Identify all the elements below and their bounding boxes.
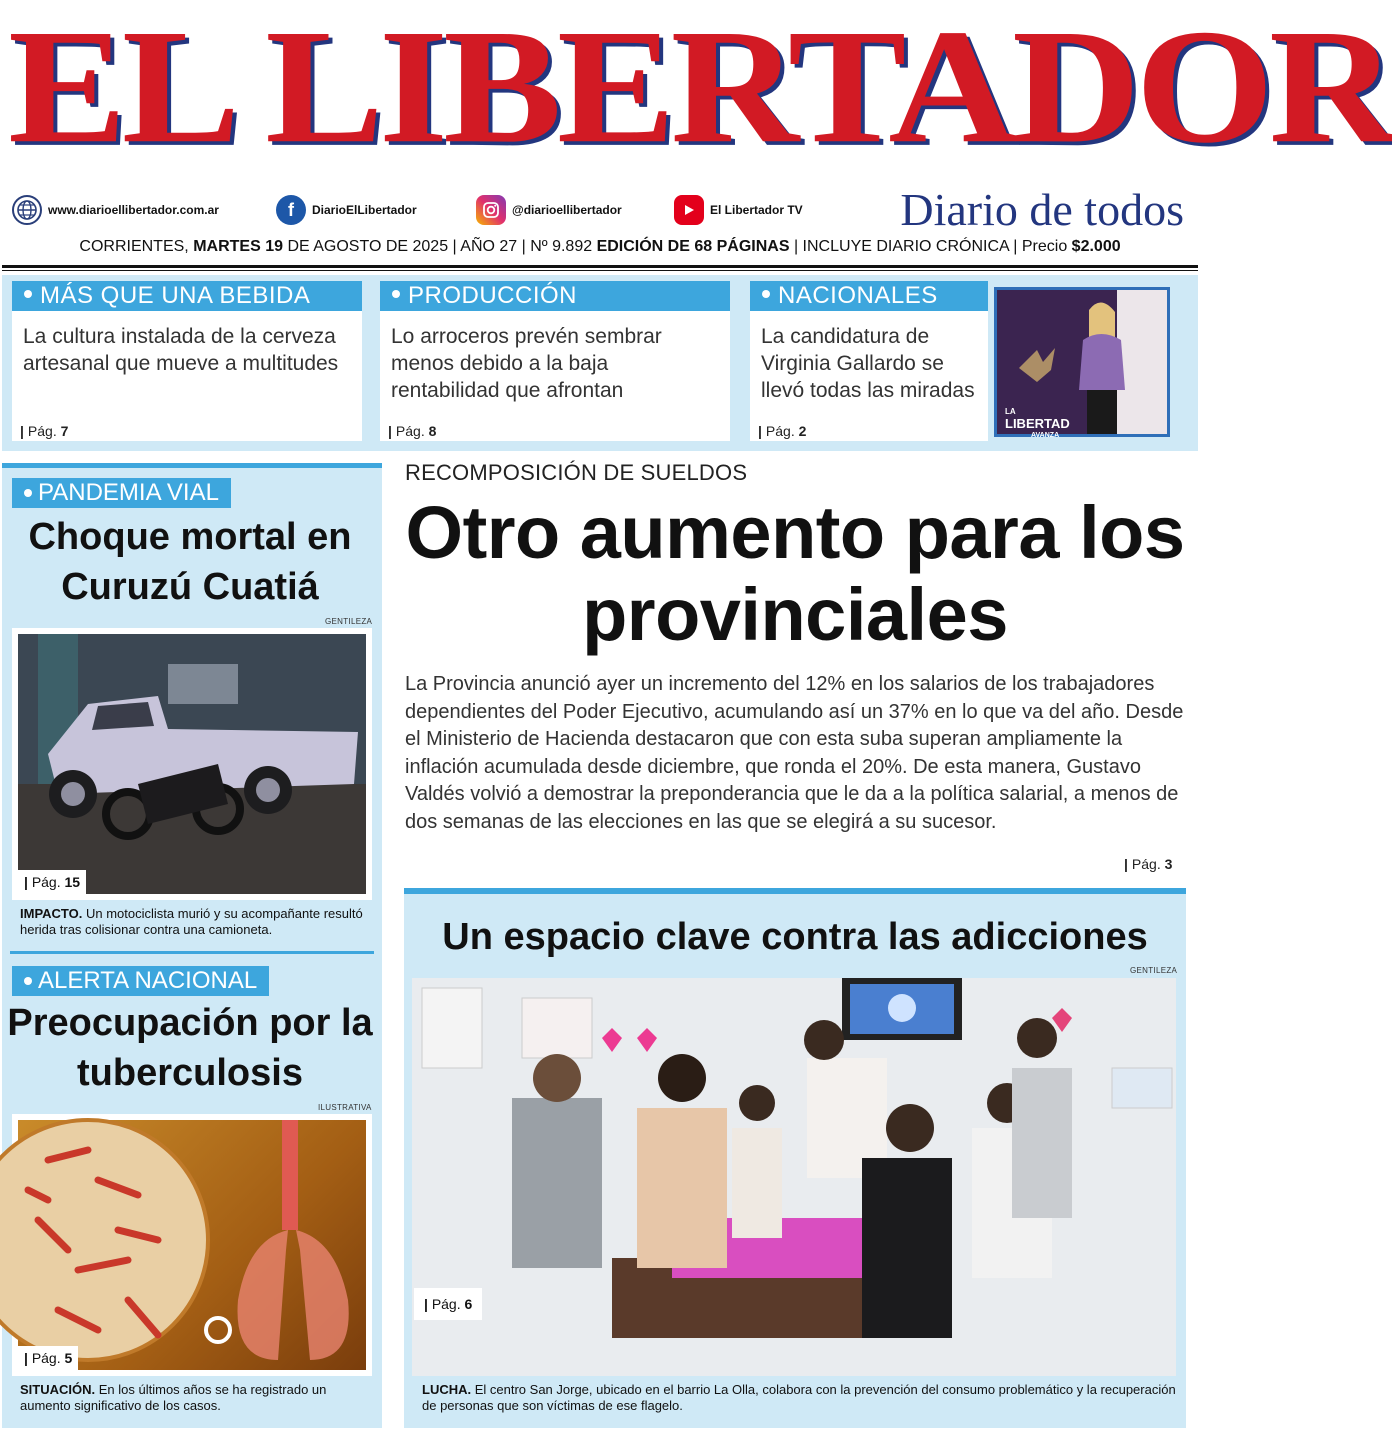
page-label: Pág. bbox=[31, 874, 61, 890]
red-underline bbox=[32, 218, 264, 221]
bullet-icon bbox=[24, 977, 32, 985]
caption-text: En los últimos años se ha registrado un aumento significativo de los casos. bbox=[20, 1382, 327, 1413]
page-number: 15 bbox=[64, 874, 81, 890]
website-url: www.diarioellibertador.com.ar bbox=[48, 203, 219, 217]
website-link[interactable] bbox=[12, 195, 252, 225]
caption-lead: LUCHA. bbox=[422, 1382, 472, 1397]
teaser-text: Lo arroceros prevén sembrar menos debido a la baja rentabilidad que afrontan bbox=[391, 325, 662, 402]
page-ref: | Pág. 2 bbox=[758, 423, 807, 439]
dateline-date-strong: MARTES 19 bbox=[193, 238, 283, 255]
instagram-icon bbox=[476, 195, 506, 225]
page-label: Pág. bbox=[27, 423, 57, 439]
globe-icon bbox=[12, 195, 42, 225]
section-tag-pandemia bbox=[12, 478, 231, 508]
caption-lead: SITUACIÓN. bbox=[20, 1382, 96, 1397]
party-logo-line1: LA bbox=[1005, 407, 1016, 416]
page-ref: | Pág. 15 bbox=[18, 870, 86, 894]
teaser-card[interactable] bbox=[750, 281, 988, 441]
instagram-link[interactable] bbox=[476, 195, 652, 225]
teaser-card[interactable] bbox=[12, 281, 362, 441]
page-label: Pág. bbox=[765, 423, 795, 439]
teaser-section bbox=[380, 281, 730, 311]
dateline-city: CORRIENTES, bbox=[79, 238, 189, 255]
page-label: Pág. bbox=[431, 1296, 461, 1312]
header-rule bbox=[2, 265, 1198, 268]
main-kicker: RECOMPOSICIÓN DE SUELDOS bbox=[405, 460, 748, 485]
page-label: Pág. bbox=[31, 1350, 61, 1366]
page-number: 6 bbox=[464, 1296, 473, 1312]
page-number: 8 bbox=[428, 423, 437, 439]
page-number: 7 bbox=[60, 423, 69, 439]
dateline-price: $2.000 bbox=[1071, 238, 1121, 255]
youtube-link[interactable] bbox=[674, 195, 824, 225]
section-tag-alerta bbox=[12, 966, 269, 996]
headline-choque[interactable]: Choque mortal en Curuzú Cuatiá bbox=[28, 516, 352, 608]
dateline-includes: | INCLUYE DIARIO CRÓNICA | Precio bbox=[793, 238, 1068, 255]
feature-headline[interactable]: Un espacio clave contra las adicciones bbox=[442, 916, 1148, 958]
masthead bbox=[0, 0, 1392, 190]
bullet-icon bbox=[24, 489, 32, 497]
dateline-date-rest: DE AGOSTO DE 2025 | AÑO 27 | Nº 9.892 bbox=[287, 238, 593, 255]
teaser-section-label: NACIONALES bbox=[778, 282, 938, 309]
teaser-section-label: PRODUCCIÓN bbox=[408, 282, 578, 309]
party-logo-line3: AVANZA bbox=[1031, 432, 1060, 439]
main-headline[interactable]: Otro aumento para los provinciales bbox=[405, 491, 1185, 656]
red-underline bbox=[496, 218, 664, 221]
bullet-icon bbox=[762, 290, 770, 298]
teaser-card[interactable] bbox=[380, 281, 730, 441]
photo-credit: GENTILEZA bbox=[325, 617, 373, 626]
caption-lead: IMPACTO. bbox=[20, 906, 83, 921]
page-ref: | Pág. 5 bbox=[18, 1346, 78, 1370]
community-center-photo[interactable] bbox=[412, 978, 1176, 1376]
page-number: 2 bbox=[798, 423, 807, 439]
teaser-text: La candidatura de Virginia Gallardo se llevó todas las miradas bbox=[761, 325, 975, 402]
column-rule bbox=[10, 951, 374, 954]
teaser-section bbox=[750, 281, 988, 311]
dateline-edition: EDICIÓN DE 68 PÁGINAS bbox=[596, 238, 790, 255]
headline-tuberculosis[interactable]: Preocupación por la tuberculosis bbox=[7, 1002, 373, 1094]
bullet-icon bbox=[392, 290, 400, 298]
page-ref: | Pág. 6 bbox=[414, 1288, 482, 1320]
page-label: Pág. bbox=[1131, 856, 1161, 872]
dateline bbox=[0, 238, 1200, 256]
page-number: 5 bbox=[64, 1350, 73, 1366]
bullet-icon bbox=[24, 290, 32, 298]
candidate-photo[interactable] bbox=[994, 287, 1170, 437]
party-logo bbox=[1005, 406, 1070, 441]
section-label: ALERTA NACIONAL bbox=[38, 967, 258, 994]
section-label: PANDEMIA VIAL bbox=[38, 479, 219, 506]
teaser-section-label: MÁS QUE UNA BEBIDA bbox=[40, 282, 311, 309]
facebook-handle: DiarioElLibertador bbox=[312, 203, 417, 217]
photo-credit: ILUSTRATIVA bbox=[318, 1103, 372, 1112]
header-rule-thin bbox=[2, 270, 1198, 271]
photo-caption bbox=[20, 906, 370, 938]
photo-credit: GENTILEZA bbox=[1130, 966, 1178, 975]
instagram-handle: @diarioellibertador bbox=[512, 203, 622, 217]
facebook-icon: f bbox=[276, 195, 306, 225]
teaser-section bbox=[12, 281, 362, 311]
youtube-icon bbox=[674, 195, 704, 225]
page-ref: | Pág. 3 bbox=[1124, 856, 1173, 872]
feature-rule bbox=[404, 888, 1186, 894]
photo-caption bbox=[422, 1382, 1180, 1414]
teaser-text: La cultura instalada de la cerveza artesanal que mueve a multitudes bbox=[23, 325, 339, 375]
page-number: 3 bbox=[1164, 856, 1173, 872]
facebook-link[interactable] bbox=[276, 195, 466, 225]
page-ref: | Pág. 7 bbox=[20, 423, 69, 439]
party-logo-line2: LIBERTAD bbox=[1005, 416, 1070, 431]
page-ref: | Pág. 8 bbox=[388, 423, 437, 439]
crash-photo[interactable] bbox=[12, 628, 372, 900]
youtube-channel: El Libertador TV bbox=[710, 203, 803, 217]
page-label: Pág. bbox=[395, 423, 425, 439]
caption-text: Un motociclista murió y su acompañante resultó herida tras colisionar contra una camioneta. bbox=[20, 906, 363, 937]
newspaper-title: EL LIBERTADOR bbox=[8, 0, 1392, 178]
caption-text: El centro San Jorge, ubicado en el barrio La Olla, colabora con la prevención del consumo problemático y la recuperación de personas que son víctimas de ese flagelo. bbox=[422, 1382, 1176, 1413]
column-rule bbox=[2, 463, 382, 468]
tagline: Diario de todos bbox=[900, 184, 1184, 235]
main-body: La Provincia anunció ayer un incremento del 12% en los salarios de los trabajadores dependientes del Poder Ejecutivo, acumulando así un 37% en lo que va del año. Desde el Ministerio de Hacienda destacaron que con esta suba superan ampliamente la inflación acumulada desde diciembre, que ronda el 20%. De esta manera, Gustavo Valdés volvió a demostrar la preponderancia que le da a la política salarial, a menos de dos semanas de las elecciones en las que se elegirá a su sucesor. bbox=[405, 673, 1184, 833]
tuberculosis-illustration[interactable] bbox=[12, 1114, 372, 1376]
social-links bbox=[12, 195, 832, 227]
photo-caption bbox=[20, 1382, 370, 1414]
red-underline bbox=[296, 218, 478, 221]
